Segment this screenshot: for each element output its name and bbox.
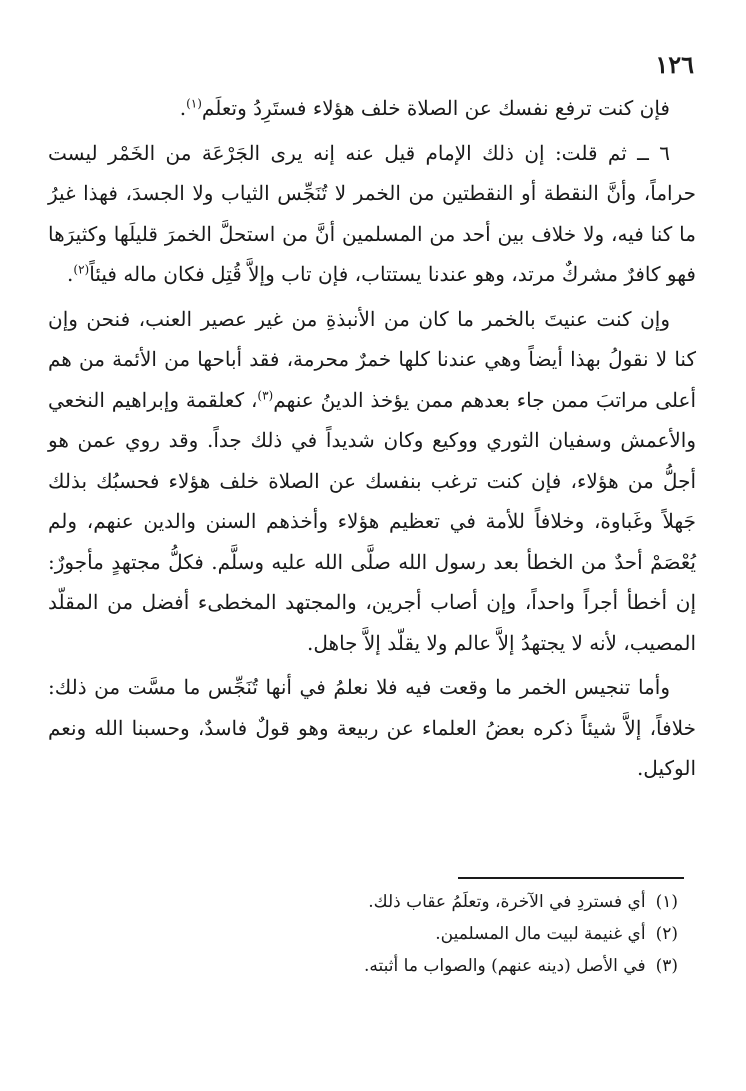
footnote-number: (٣) <box>655 956 678 976</box>
footnote-number: (١) <box>655 892 678 912</box>
paragraph-2 <box>48 133 696 295</box>
paragraph-3-tail: ، كعلقمة وإبراهيم النخعي والأعمش وسفيان الثوري ووكيع وكان شديداً في ذلك جداً. وقد روي عمن هو أجلُّ من هؤلاء، فإن كنت ترغب بنفسك عن الصلاة خلف هؤلاء فحسبُك بذلك جَهلاً وغَباوة، وخلافاً للأمة في تعظيم هؤلاء وأخذهم السنن والدين عنهم، ولم يُعْصَمْ أحدٌ من الخطأ بعد رسول الله صلَّى الله عليه وسلَّم. فكلُّ مجتهدٍ مأجورٌ: إن أخطأ أجراً واحداً، وإن أصاب أجرين، والمجتهد المخطىء أفضل من المقلّد المصيب، لأنه لا يجتهدُ إلاَّ عالم ولا يقلّد إلاَّ جاهل. <box>48 387 696 655</box>
paragraph-1 <box>48 88 696 129</box>
page-number: ١٢٦ <box>655 50 694 79</box>
footnote-2 <box>48 918 678 950</box>
paragraph-4 <box>48 667 696 789</box>
paragraph-4-text: وأما تنجيس الخمر ما وقعت فيه فلا نعلمُ في أنها تُنَجِّس ما مسَّت من ذلك: خلافاً، إلاَّ شيئاً ذكره بعضُ العلماء عن ربيعة وهو قولٌ فاسدٌ، وحسبنا الله ونعم الوكيل. <box>48 675 696 780</box>
footnote-1 <box>48 886 678 918</box>
main-text <box>48 88 696 789</box>
footnote-text: في الأصل (دينه عنهم) والصواب ما أثبته. <box>364 956 646 976</box>
footnote-text: أي فستردِ في الآخرة، وتعلَمُ عقاب ذلك. <box>368 892 646 912</box>
paragraph-2-tail: . <box>67 262 74 286</box>
footnote-3 <box>48 950 678 982</box>
paragraph-2-text: ٦ ــ ثم قلت: إن ذلك الإمام قيل عنه إنه يرى الجَرْعَة من الخَمْر ليست حراماً، وأنَّ النقطة أو النقطتين من الخمر لا تُنَجِّس الثياب ولا الجسدَ، فهذا غيرُ ما كنا فيه، ولا خلاف بين أحد من المسلمين أنَّ من استحلَّ الخمرَ قليلَها وكثيرَها فهو كافرٌ مشركٌ مرتد، وهو عندنا يستتاب، فإن تاب وإلاَّ قُتِل فكان ماله فيئاً <box>48 140 696 286</box>
paragraph-3-text: وإن كنت عنيتَ بالخمر ما كان من الأنبذةِ من غير عصير العنب، فنحن وإن كنا لا نقولُ بهذا أيضاً وهي عندنا كلها خمرٌ محرمة، فقد أباحها من الأئمة من هم أعلى مراتبَ ممن جاء بعدهم ممن يؤخذ الدينُ عنهم <box>48 306 697 412</box>
footnote-ref-3: (٣) <box>257 387 274 402</box>
paragraph-3 <box>48 299 696 664</box>
footnote-divider <box>458 877 684 879</box>
footnote-number: (٢) <box>655 924 678 944</box>
footnote-ref-2: (٢) <box>73 262 90 277</box>
footnote-ref-1: (١) <box>186 96 202 111</box>
footnotes <box>48 886 678 982</box>
footnote-text: أي غنيمة لبيت مال المسلمين. <box>435 924 646 944</box>
paragraph-1-tail: . <box>179 96 187 120</box>
paragraph-1-text: فإن كنت ترفع نفسك عن الصلاة خلف هؤلاء فستَرِدُ وتعلَم <box>201 96 670 120</box>
